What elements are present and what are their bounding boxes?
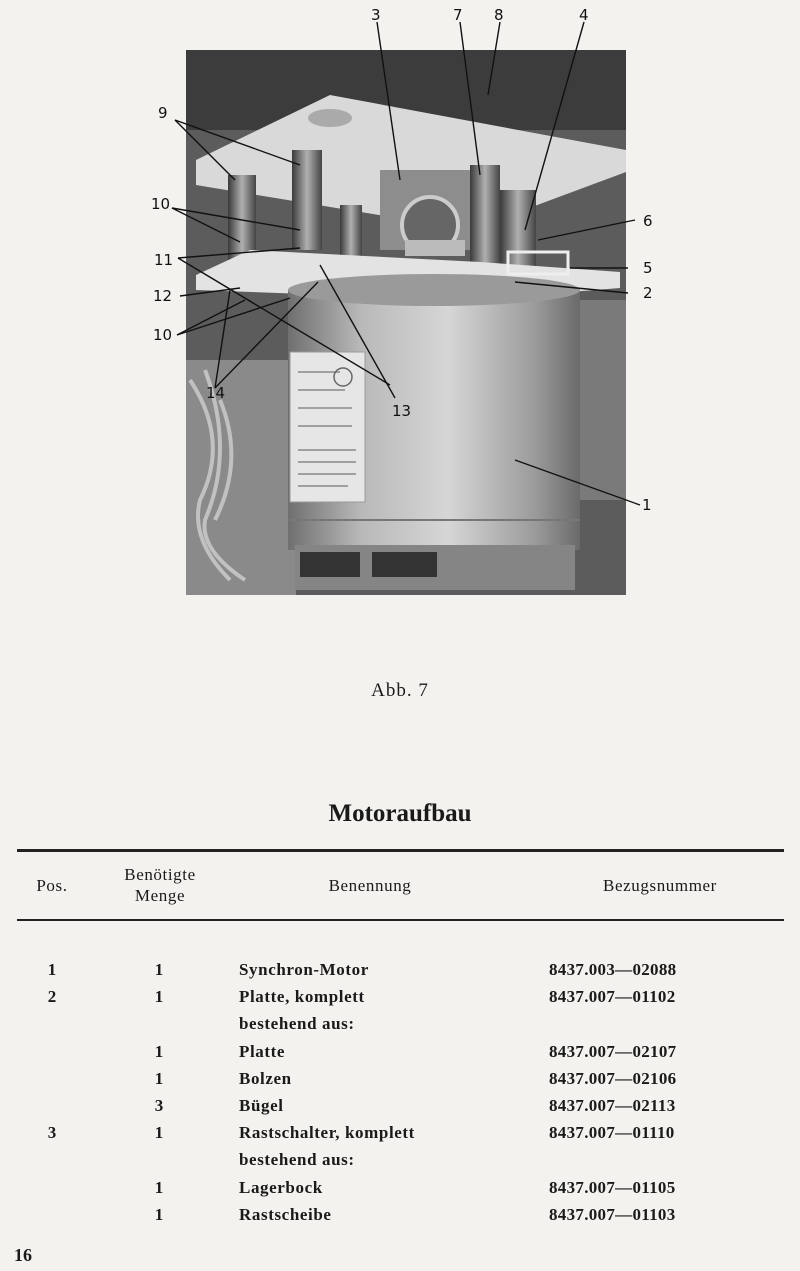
cell-ref: 8437.007—01103	[549, 1204, 676, 1224]
table-row	[0, 1178, 800, 1205]
cell-pos: 3	[47, 1123, 57, 1143]
callout-8: 8	[494, 6, 504, 24]
cell-name: Bügel	[239, 1096, 284, 1115]
cell-name: Platte	[239, 1041, 286, 1061]
callout-13: 13	[392, 402, 412, 420]
table-top-rule	[17, 849, 784, 852]
cell-ref: 8437.007—01105	[549, 1177, 676, 1197]
callout-4: 4	[579, 6, 589, 24]
callout-11: 11	[154, 251, 174, 269]
motor-assembly-photo	[0, 0, 800, 620]
cell-name: bestehend aus:	[239, 1150, 355, 1170]
cell-name: Synchron-Motor	[239, 960, 369, 979]
cell-pos: 1	[47, 960, 57, 979]
cell-qty: 1	[154, 1123, 164, 1143]
cell-ref: 8437.007—02113	[549, 1096, 676, 1115]
table-row	[0, 1096, 800, 1123]
section-title: Motoraufbau	[328, 800, 472, 827]
header-ref: Bezugsnummer	[603, 876, 717, 895]
callout-10-bottom: 10	[153, 326, 173, 344]
callout-3: 3	[371, 6, 381, 24]
cell-ref: 8437.007—01110	[549, 1123, 675, 1143]
table-row	[0, 1150, 800, 1177]
callout-2: 2	[643, 284, 653, 302]
cell-qty: 1	[154, 1068, 164, 1088]
cell-pos: 2	[47, 987, 57, 1007]
callout-9: 9	[158, 104, 168, 122]
cell-name: Platte, komplett	[239, 987, 365, 1007]
table-row	[0, 1014, 800, 1041]
cell-qty: 1	[154, 960, 164, 979]
table-row	[0, 1205, 800, 1232]
cell-name: Rastscheibe	[239, 1204, 332, 1224]
cell-name: Lagerbock	[239, 1177, 323, 1197]
cell-name: bestehend aus:	[239, 1014, 355, 1034]
cell-name: Bolzen	[239, 1068, 292, 1088]
cell-name: Rastschalter, komplett	[239, 1123, 415, 1143]
header-pos: Pos.	[36, 876, 68, 895]
header-qty-line1: Benötigte	[124, 865, 196, 884]
cell-qty: 1	[154, 1204, 164, 1224]
cell-ref: 8437.007—02107	[549, 1041, 677, 1061]
cell-qty: 1	[154, 987, 164, 1007]
callout-14: 14	[206, 384, 226, 402]
cell-ref: 8437.007—01102	[549, 987, 676, 1007]
table-row	[0, 960, 800, 987]
callout-12: 12	[153, 287, 173, 305]
header-qty-line2: Menge	[134, 886, 186, 905]
cell-qty: 1	[154, 1041, 164, 1061]
figure-caption: Abb. 7	[371, 680, 429, 701]
cell-qty: 3	[154, 1096, 164, 1115]
page-number: 16	[14, 1245, 32, 1265]
callout-1: 1	[642, 496, 652, 514]
header-qty	[110, 864, 210, 906]
table-row	[0, 1069, 800, 1096]
table-row	[0, 1042, 800, 1069]
cell-qty: 1	[154, 1177, 164, 1197]
cell-ref: 8437.007—02106	[549, 1068, 677, 1088]
callout-6: 6	[643, 212, 653, 230]
header-name: Benennung	[328, 876, 412, 895]
callout-7: 7	[453, 6, 463, 24]
table-header-rule	[17, 919, 784, 921]
callout-5: 5	[643, 259, 653, 277]
table-row	[0, 1123, 800, 1150]
table-row	[0, 987, 800, 1014]
callout-10-top: 10	[151, 195, 171, 213]
cell-ref: 8437.003—02088	[549, 960, 677, 979]
